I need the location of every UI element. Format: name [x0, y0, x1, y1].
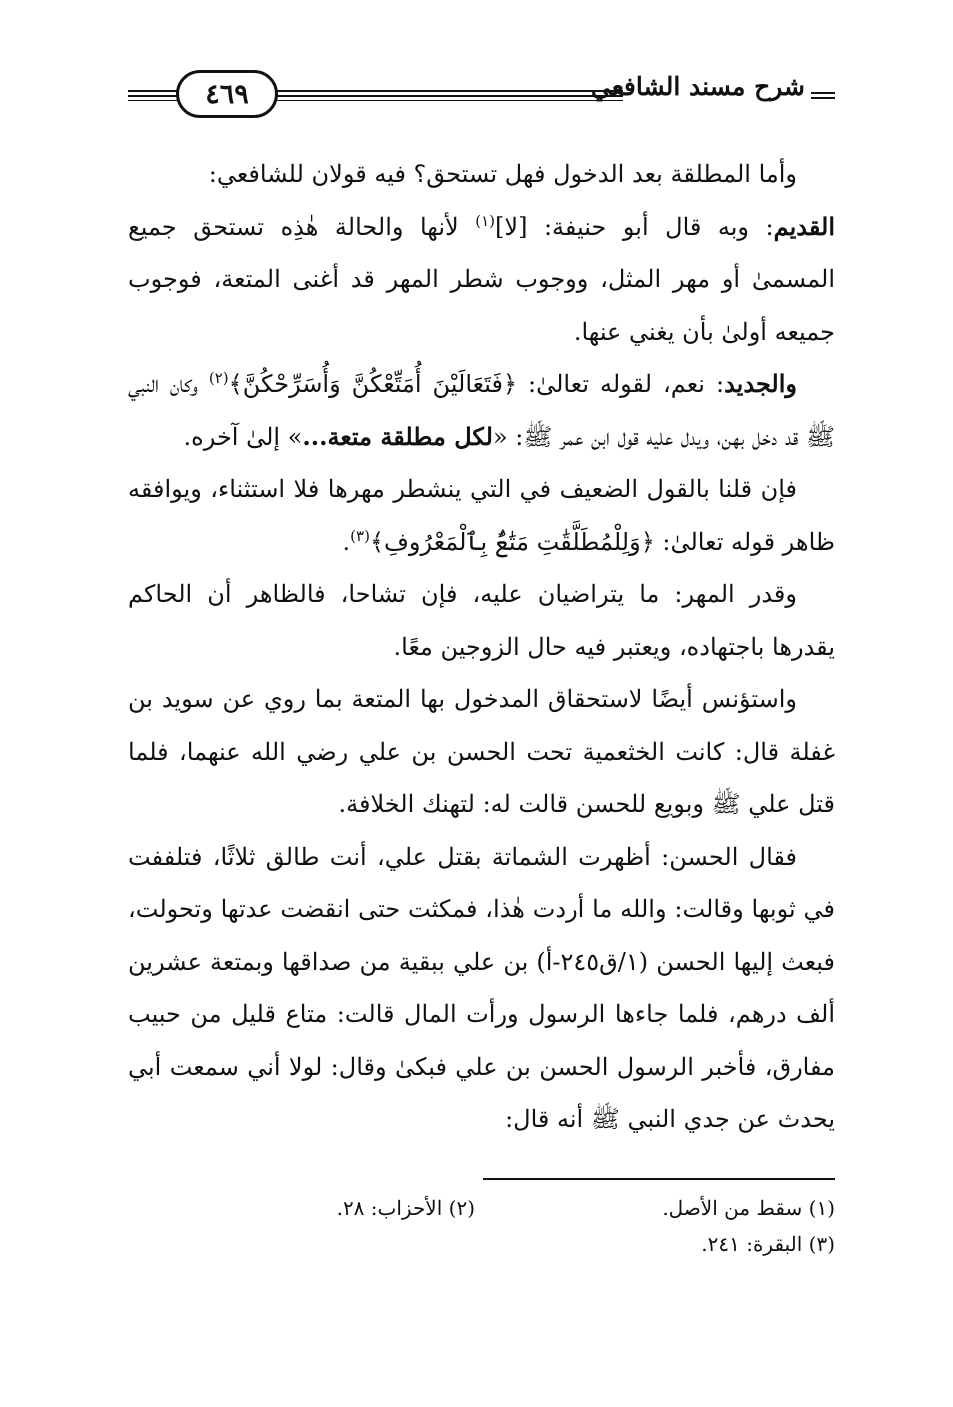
- footnote-row: [128, 1190, 835, 1226]
- paragraph-text: لأنها والحالة هٰذِه تستحق جميع المسمىٰ أو مهر المثل، ووجوب شطر المهر قد أغنى المتعة، فوجوب جميعه أولىٰ بأن يغني عنها.: [128, 212, 835, 346]
- section-term: والجديد: [724, 369, 797, 398]
- paragraph-text: وكان النبي ﷺ قد دخل بهن، ويدل عليه قول ابن عمر ﷺ: «: [128, 370, 835, 451]
- paragraph: [128, 673, 835, 831]
- paragraph: [128, 201, 835, 359]
- paragraph-text: .: [342, 527, 351, 556]
- paragraph-text: فقال الحسن: أظهرت الشماتة بقتل علي، أنت طالق ثلاثًا، فتلففت في ثوبها وقالت: والله ما أردت هٰذا، فمكثت حتى انقضت عدتها وتحولت، فبعث إليها الحسن (١/ق٢٤٥-أ) بن علي ببقية من صداقها وبمتعة عشرين ألف درهم، فلما جاءها الرسول ورأت المال قالت: متاع قليل من حبيب مفارق، فأخبر الرسول الحسن بن علي فبكىٰ وقال: لولا أني سمعت أبي يحدث عن جدي النبي ﷺ أنه قال:: [128, 842, 836, 1133]
- main-text: [128, 148, 835, 1146]
- paragraph-text: واستؤنس أيضًا لاستحقاق المدخول بها المتعة بما روي عن سويد بن غفلة قال: كانت الخثعمية تحت الحسن بن علي رضي الله عنهما، فلما قتل علي ﷺ وبويع للحسن قالت له: لتهنك الخلافة.: [128, 685, 835, 818]
- paragraph-text: وأما المطلقة بعد الدخول فهل تستحق؟ فيه قولان للشافعي:: [208, 160, 797, 188]
- footnote-3: (٣) البقرة: ٢٤١.: [701, 1232, 835, 1256]
- footnote-1: (١) سقط من الأصل.: [662, 1196, 835, 1220]
- section-term: القديم: [773, 211, 835, 241]
- paragraph: [128, 463, 835, 568]
- paragraph: [128, 358, 835, 463]
- quran-verse: ﴿وَلِلْمُطَلَّقَٰتِ مَتَٰعٌۢ بِٱلْمَعْرُوفِ﴾: [369, 527, 655, 556]
- footnote-separator: [483, 1178, 835, 1180]
- paragraph-text: وقدر المهر: ما يتراضيان عليه، فإن تشاحا، فالظاهر أن الحاكم يقدرها باجتهاده، ويعتبر فيه حال الزوجين معًا.: [128, 580, 835, 661]
- footnotes: [128, 1190, 835, 1262]
- quran-verse: ﴿فَتَعَالَيْنَ أُمَتِّعْكُنَّ وَأُسَرِّحْكُنَّ﴾: [228, 370, 518, 398]
- paragraph-text: » إلىٰ آخره.: [183, 422, 303, 451]
- footnote-ref[interactable]: (٣): [350, 526, 370, 545]
- paragraph: [128, 568, 835, 673]
- paragraph: [128, 831, 835, 1146]
- header-dash-ornament: [811, 92, 835, 99]
- footnote-2: (٢) الأحزاب: ٢٨.: [336, 1196, 475, 1220]
- page-number: ٤٦٩: [205, 78, 249, 110]
- paragraph-text: : نعم، لقوله تعالىٰ:: [517, 370, 725, 398]
- footnote-ref[interactable]: (٢): [208, 369, 229, 387]
- running-title: شرح مسند الشافعي: [591, 72, 805, 101]
- page-number-badge: [176, 70, 278, 118]
- paragraph: [128, 148, 835, 201]
- paragraph-text: فإن قلنا بالقول الضعيف في التي ينشطر مهرها فلا استثناء، ويوافقه ظاهر قوله تعالىٰ:: [128, 475, 835, 556]
- quoted-hadith: لكل مطلقة متعة...: [302, 421, 493, 451]
- footnote-ref[interactable]: (١): [475, 211, 496, 230]
- paragraph-text: : وبه قال أبو حنيفة: [لا]: [495, 212, 774, 241]
- running-header: [128, 70, 835, 118]
- footnote-row: [128, 1226, 835, 1262]
